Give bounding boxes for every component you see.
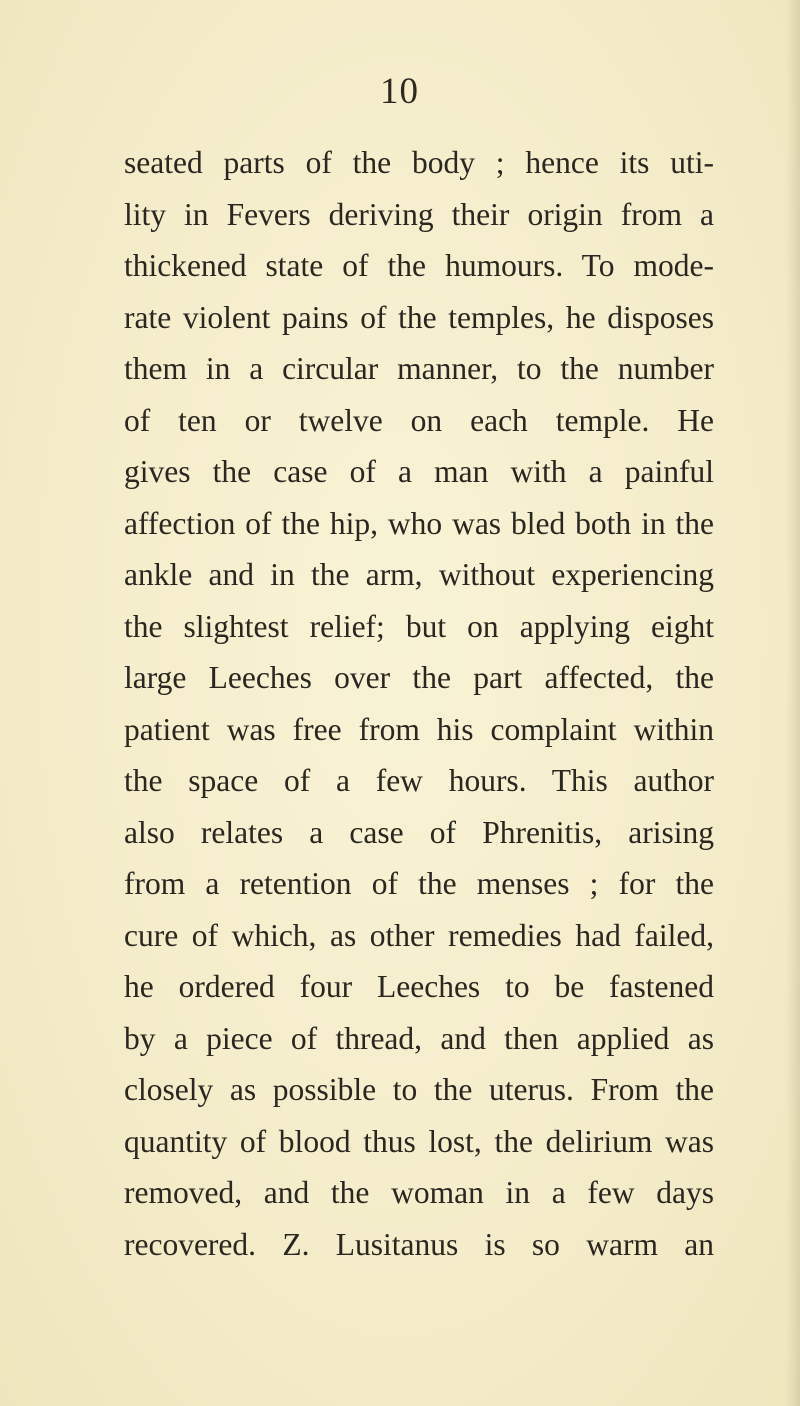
text-line: gives the case of a man with a painful [124,454,714,489]
text-line: seated parts of the body ; hence its uti- [124,145,714,180]
text-line: also relates a case of Phrenitis, arising [124,814,714,850]
text-line: rate violent pains of the temples, he disposes [124,299,714,335]
text-line: the slightest relief; but on applying eight [124,608,714,644]
text-line: from a retention of the menses ; for the [124,866,714,901]
text-line: affection of the hip, who was bled both in the [124,505,714,541]
text-line: lity in Fevers deriving their origin from a [124,196,714,232]
text-line: large Leeches over the part affected, the [124,660,714,695]
page-number: 10 [380,71,419,112]
text-line: cure of which, as other remedies had failed, [124,917,714,953]
text-line: quantity of blood thus lost, the delirium was [124,1123,714,1159]
text-line: he ordered four Leeches to be fastened [124,969,714,1004]
text-line: thickened state of the humours. To mode- [124,248,714,283]
text-line: of ten or twelve on each temple. He [124,402,714,438]
text-line: the space of a few hours. This author [124,763,714,798]
text-line: removed, and the woman in a few days [124,1175,714,1210]
text-line: ankle and in the arm, without experiencing [124,557,714,592]
text-line: them in a circular manner, to the number [124,351,714,386]
body-text [124,137,714,1270]
text-line: recovered. Z. Lusitanus is so warm an [124,1226,714,1262]
text-line: by a piece of thread, and then applied as [124,1020,714,1056]
text-line: closely as possible to the uterus. From the [124,1072,714,1107]
page-edge-shadow [786,0,800,1406]
text-line: patient was free from his complaint within [124,711,714,747]
